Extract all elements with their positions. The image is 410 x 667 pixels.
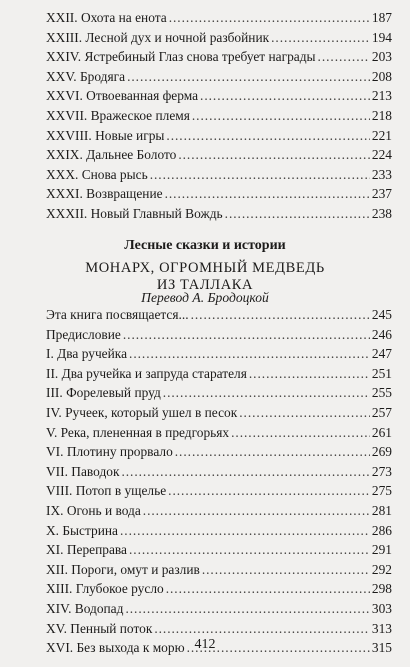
toc-entry — [46, 364, 392, 384]
toc-entry-page: 275 — [371, 483, 392, 499]
toc-entry-title: XXIX. Дальнее Болото — [46, 147, 177, 163]
toc-entry-page: 203 — [371, 49, 392, 65]
toc-entry-page: 273 — [371, 463, 392, 479]
toc-entry-page: 298 — [371, 581, 392, 597]
toc-entry-title: IX. Огонь и вода — [46, 502, 141, 518]
dot-leader — [143, 501, 370, 521]
toc-entry-page: 208 — [371, 68, 392, 84]
toc-entry — [46, 305, 392, 325]
toc-entry-page: 269 — [371, 444, 392, 460]
toc-entry-title: II. Два ручейка и запруда старателя — [46, 365, 247, 381]
dot-leader — [318, 47, 370, 67]
toc-entry-page: 218 — [371, 107, 392, 123]
dot-leader — [178, 145, 370, 165]
toc-list-top — [46, 8, 392, 224]
toc-entry — [46, 501, 392, 521]
toc-entry-title: XI. Переправа — [46, 542, 127, 558]
toc-entry-page: 292 — [371, 561, 392, 577]
toc-entry — [46, 540, 392, 560]
toc-entry-page: 221 — [371, 127, 392, 143]
toc-entry-page: 187 — [371, 10, 392, 25]
toc-entry-title: XV. Пенный поток — [46, 620, 153, 636]
toc-entry-title: XII. Пороги, омут и разлив — [46, 561, 200, 577]
toc-entry-title: XXVII. Вражеское племя — [46, 107, 190, 123]
toc-entry — [46, 481, 392, 501]
dot-leader — [121, 462, 369, 482]
toc-entry-page: 281 — [371, 502, 392, 518]
dot-leader — [202, 560, 370, 580]
toc-entry — [46, 28, 392, 48]
toc-entry — [46, 67, 392, 87]
toc-entry-title: IV. Ручеек, который ушел в песок — [46, 404, 238, 420]
toc-entry — [46, 184, 392, 204]
toc-entry — [46, 560, 392, 580]
toc-entry — [46, 344, 392, 364]
toc-entry-title: XXXII. Новый Главный Вождь — [46, 205, 223, 221]
toc-entry-page: 238 — [371, 205, 392, 221]
work-title-line: МОНАРХ, ОГРОМНЫЙ МЕДВЕДЬ — [85, 260, 325, 276]
dot-leader — [127, 67, 370, 87]
translator-credit: Перевод А. Бродоцкой — [141, 290, 269, 305]
dot-leader — [271, 28, 370, 48]
dot-leader — [169, 8, 370, 28]
dot-leader — [191, 305, 370, 325]
toc-entry-page: 237 — [371, 186, 392, 202]
dot-leader — [150, 165, 370, 185]
page-number: 412 — [194, 637, 216, 652]
toc-entry-title: I. Два ручейка — [46, 346, 128, 362]
toc-entry-title: XXVIII. Новые игры — [46, 127, 165, 143]
dot-leader — [166, 126, 369, 146]
toc-entry-title: Предисловие — [46, 326, 121, 342]
dot-leader — [129, 540, 370, 560]
dot-leader — [163, 383, 370, 403]
dot-leader — [175, 442, 370, 462]
dot-leader — [125, 599, 369, 619]
toc-entry-page: 286 — [371, 522, 392, 538]
toc-entry — [46, 106, 392, 126]
toc-entry — [46, 8, 392, 28]
toc-entry — [46, 325, 392, 345]
dot-leader — [129, 344, 370, 364]
toc-entry-page: 261 — [371, 424, 392, 440]
toc-entry-title: X. Быстрина — [46, 522, 118, 538]
toc-entry — [46, 383, 392, 403]
toc-entry-title: VII. Паводок — [46, 463, 120, 479]
toc-entry-page: 257 — [371, 404, 392, 420]
toc-entry-page: 246 — [371, 326, 392, 342]
dot-leader — [166, 579, 370, 599]
toc-entry-title: VI. Плотину прорвало — [46, 444, 173, 460]
toc-entry-page: 303 — [371, 600, 392, 616]
toc-entry-title: XXXI. Возвращение — [46, 186, 163, 202]
dot-leader — [168, 481, 370, 501]
toc-entry — [46, 423, 392, 443]
toc-entry — [46, 579, 392, 599]
toc-entry — [46, 86, 392, 106]
toc-entry — [46, 599, 392, 619]
dot-leader — [225, 204, 370, 224]
toc-entry — [46, 204, 392, 224]
toc-entry-page: 194 — [371, 29, 392, 45]
toc-entry-title: XXX. Снова рысь — [46, 166, 148, 182]
toc-entry — [46, 165, 392, 185]
toc-entry — [46, 462, 392, 482]
toc-list-bottom — [46, 305, 392, 658]
toc-entry-page: 245 — [371, 307, 392, 322]
toc-entry-title: XXIV. Ястребиный Глаз снова требует награды — [46, 49, 316, 65]
toc-entry-title: XXII. Охота на енота — [46, 10, 167, 25]
toc-entry-title: XXVI. Отвоеванная ферма — [46, 88, 199, 104]
dot-leader — [192, 106, 370, 126]
dot-leader — [200, 86, 370, 106]
toc-entry — [46, 145, 392, 165]
toc-entry — [46, 442, 392, 462]
toc-entry-title: VIII. Потоп в ущелье — [46, 483, 167, 499]
dot-leader — [239, 403, 370, 423]
toc-entry — [46, 521, 392, 541]
toc-entry-page: 233 — [371, 166, 392, 182]
toc-entry-title: XXIII. Лесной дух и ночной разбойник — [46, 29, 270, 45]
toc-entry — [46, 403, 392, 423]
toc-entry-page: 247 — [371, 346, 392, 362]
toc-entry-title: XXV. Бродяга — [46, 68, 126, 84]
dot-leader — [249, 364, 370, 384]
toc-entry — [46, 47, 392, 67]
toc-entry-page: 315 — [371, 640, 392, 656]
toc-entry-page: 251 — [371, 365, 392, 381]
toc-entry-page: 224 — [371, 147, 392, 163]
toc-entry-title: XIV. Водопад — [46, 600, 124, 616]
dot-leader — [231, 423, 370, 443]
toc-entry-page: 313 — [371, 620, 392, 636]
toc-entry-title: Эта книга посвящается... — [46, 307, 189, 322]
dot-leader — [120, 521, 370, 541]
section-title: Лесные сказки и истории — [124, 238, 286, 253]
toc-entry-title: XIII. Глубокое русло — [46, 581, 164, 597]
toc-entry-title: XVI. Без выхода к морю — [46, 640, 185, 656]
toc-entry-title: III. Форелевый пруд — [46, 385, 161, 401]
toc-entry-page: 255 — [371, 385, 392, 401]
work-title-line: ИЗ ТАЛЛАКА — [156, 277, 254, 293]
dot-leader — [123, 325, 370, 345]
toc-entry-page: 291 — [371, 542, 392, 558]
toc-entry-title: V. Река, плененная в предгорьях — [46, 424, 230, 440]
toc-entry — [46, 126, 392, 146]
dot-leader — [165, 184, 370, 204]
toc-entry-page: 213 — [371, 88, 392, 104]
